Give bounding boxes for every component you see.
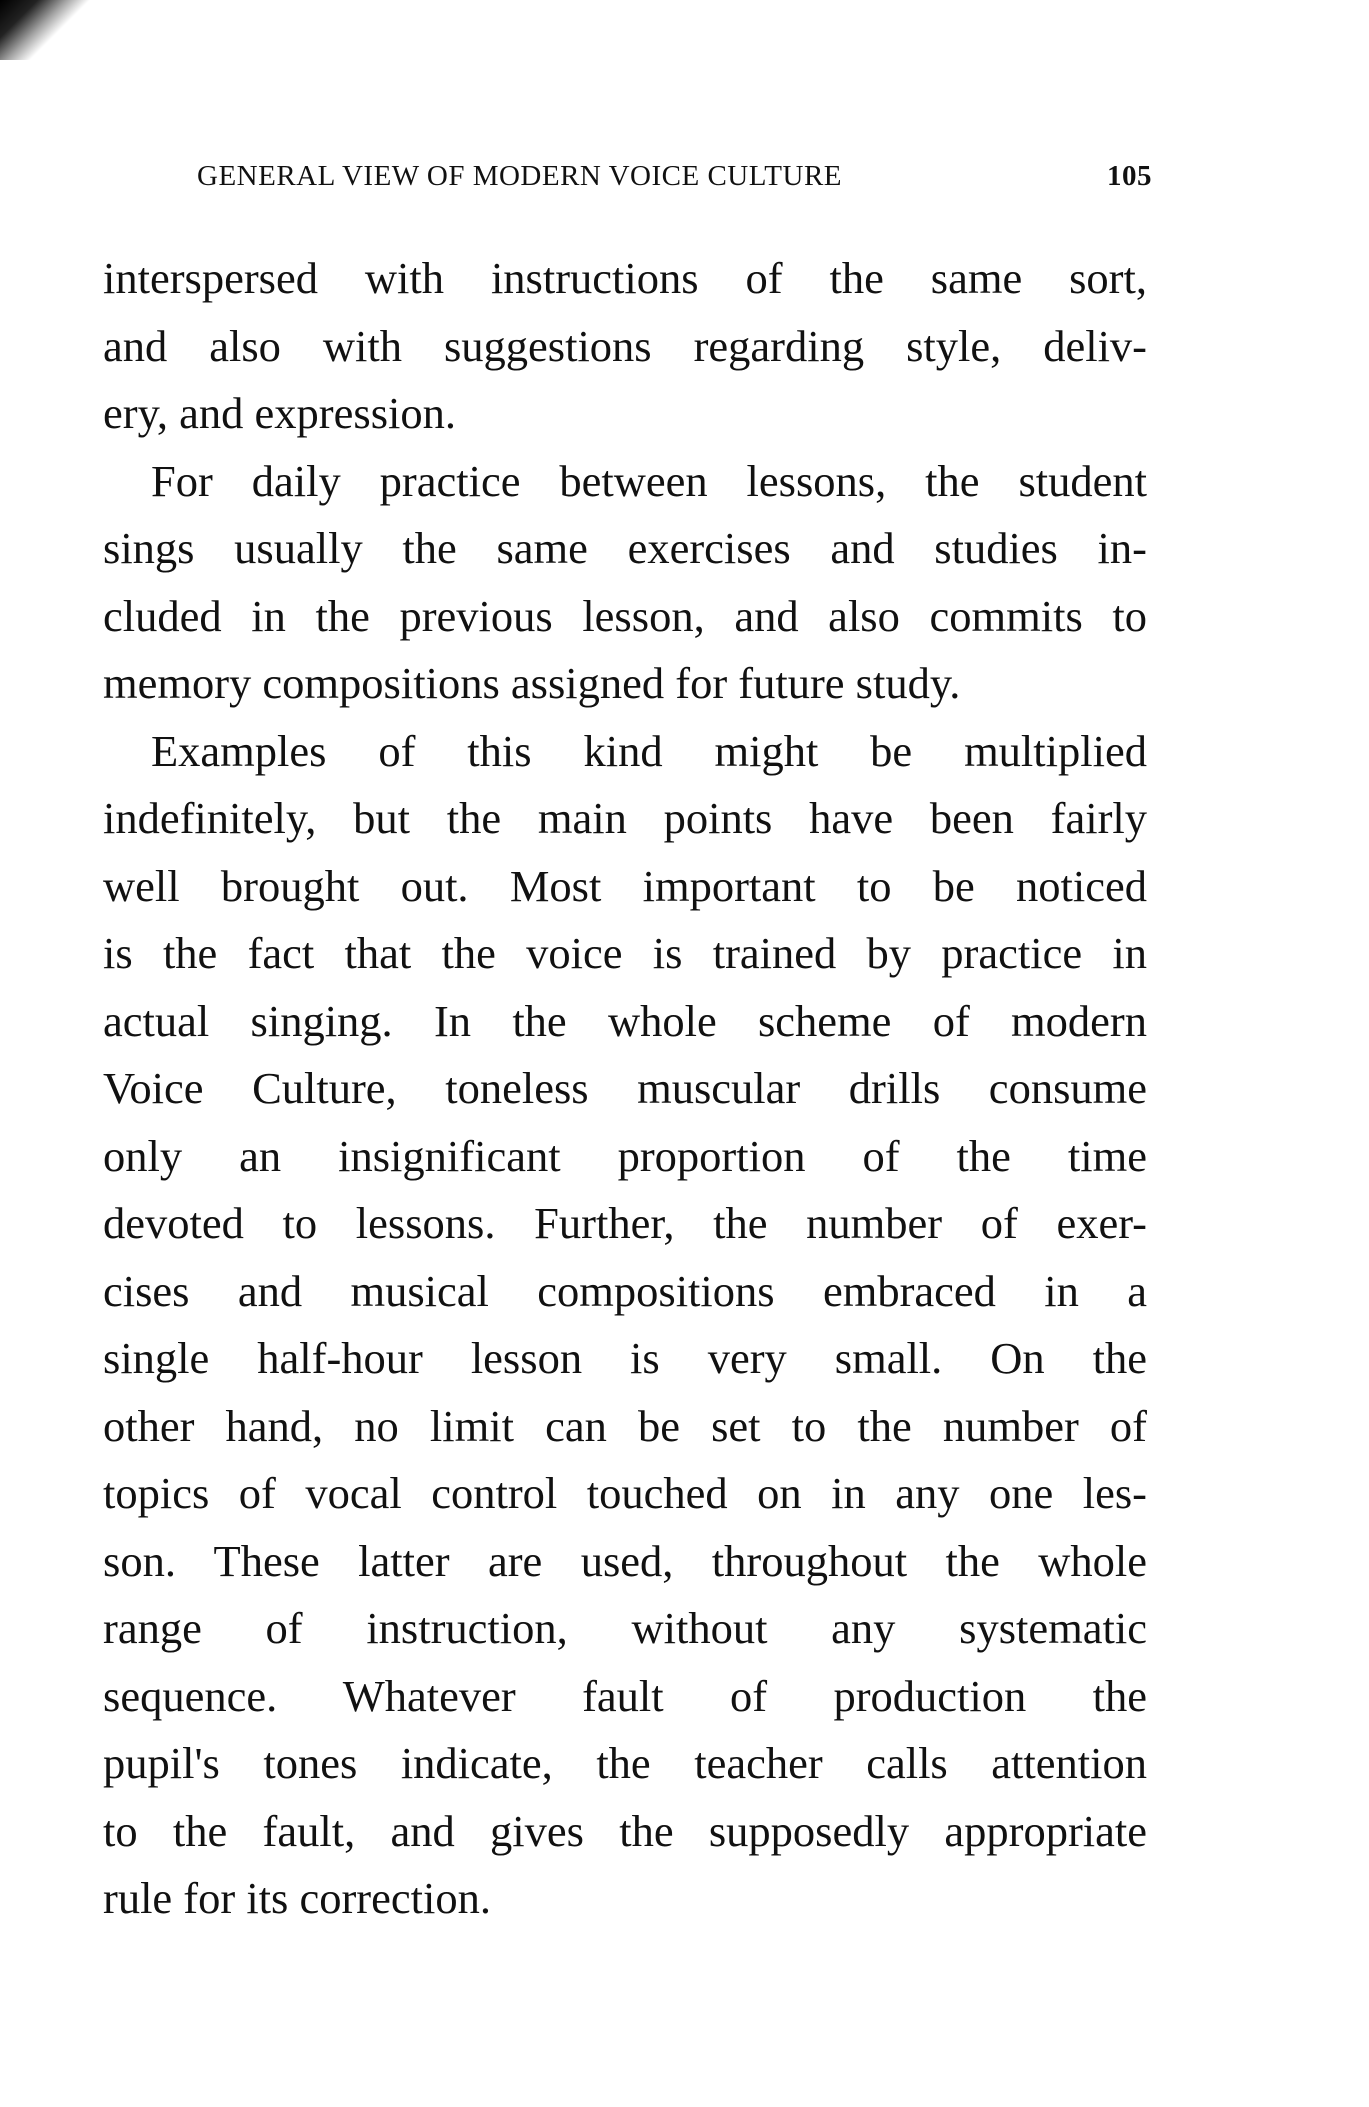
text-line: interspersed with instructions of the same sort, — [103, 253, 1147, 303]
body-text — [103, 248, 1147, 1936]
text-line: pupil's tones indicate, the teacher calls attention — [103, 1738, 1147, 1788]
text-line: Examples of this kind might be multiplied — [151, 725, 1147, 776]
text-line: indefinitely, but the main points have been fairly — [103, 793, 1147, 843]
text-line: is the fact that the voice is trained by practice in — [103, 928, 1147, 978]
text-line: topics of vocal control touched on in any one les- — [103, 1468, 1147, 1518]
text-line: single half-hour lesson is very small. On the — [103, 1333, 1147, 1383]
text-line: ery, and expression. — [103, 388, 457, 438]
text-line: son. These latter are used, throughout the whole — [103, 1535, 1147, 1586]
text-line: and also with suggestions regarding style, deliv- — [103, 320, 1147, 371]
scan-shadow — [0, 0, 90, 60]
text-line: For daily practice between lessons, the student — [151, 455, 1147, 506]
page-number: 105 — [1107, 160, 1152, 192]
text-line: well brought out. Most important to be noticed — [103, 860, 1147, 911]
text-line: cises and musical compositions embraced in a — [103, 1265, 1147, 1316]
text-line: memory compositions assigned for future study. — [103, 658, 961, 708]
text-line: sequence. Whatever fault of production the — [103, 1670, 1147, 1721]
text-line: to the fault, and gives the supposedly appropriate — [103, 1805, 1147, 1856]
text-line: range of instruction, without any systematic — [103, 1603, 1147, 1653]
running-header — [197, 160, 1152, 200]
text-line: actual singing. In the whole scheme of modern — [103, 995, 1147, 1046]
text-line: cluded in the previous lesson, and also commits to — [103, 590, 1147, 641]
text-line: only an insignificant proportion of the time — [103, 1130, 1147, 1181]
running-title: GENERAL VIEW OF MODERN VOICE CULTURE — [197, 160, 842, 192]
paragraph — [103, 721, 1147, 1936]
text-line: Voice Culture, toneless muscular drills consume — [103, 1063, 1147, 1113]
text-line: devoted to lessons. Further, the number of exer- — [103, 1198, 1147, 1248]
text-line: sings usually the same exercises and studies in- — [103, 523, 1147, 573]
paragraph — [103, 248, 1147, 451]
text-line: rule for its correction. — [103, 1873, 491, 1923]
paragraph — [103, 451, 1147, 721]
text-line: other hand, no limit can be set to the number of — [103, 1400, 1147, 1451]
